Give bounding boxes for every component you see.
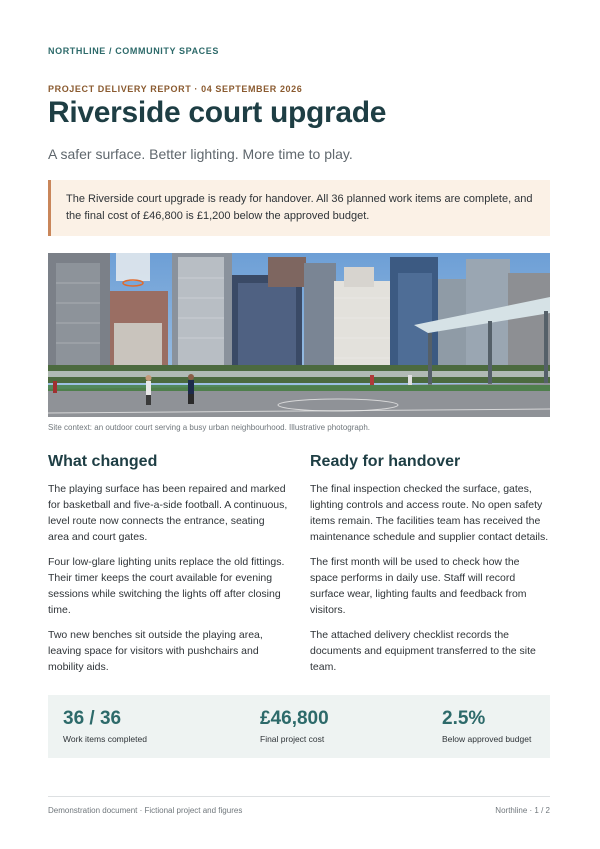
handover-paragraph: The attached delivery checklist records the documents and equipment transferred to the site team. bbox=[310, 629, 536, 673]
stat-budget-variance bbox=[442, 707, 531, 744]
stat-value: 2.5% bbox=[442, 708, 486, 729]
handover-paragraph: The final inspection checked the surface, gates, lighting controls and access route. No open safety items remain. The facilities team has received the maintenance schedule and supplier contact details. bbox=[310, 483, 549, 543]
stat-value: 36 / 36 bbox=[63, 708, 122, 729]
what-changed-section bbox=[48, 452, 288, 684]
what-changed-heading: What changed bbox=[48, 453, 158, 470]
photo-caption: Site context: an outdoor court serving a busy urban neighbourhood. Illustrative photograph. bbox=[48, 423, 370, 432]
what-changed-paragraph: Four low-glare lighting units replace the old fittings. Their timer keeps the court available for evening sessions while switching the lights off after closing time. bbox=[48, 556, 285, 616]
footer-disclaimer: Demonstration document · Fictional project and figures bbox=[48, 806, 243, 815]
handover-paragraph: The first month will be used to check how the space performs in daily use. Staff will record surface wear, lighting faults and feedback from visitors. bbox=[310, 556, 527, 616]
what-changed-paragraph: Two new benches sit outside the playing area, leaving space for visitors with pushchairs and mobility aids. bbox=[48, 629, 263, 673]
what-changed-paragraph: The playing surface has been repaired and marked for basketball and five-a-side football. A continuous, level route now connects the entrance, seating area and court gates. bbox=[48, 483, 288, 543]
stat-work-items bbox=[63, 707, 147, 744]
summary-callout-text: The Riverside court upgrade is ready for handover. All 36 planned work items are complete, and the final cost of £46,800 is £1,200 below the approved budget. bbox=[66, 193, 533, 222]
stat-final-cost bbox=[260, 707, 329, 744]
page-subtitle: A safer surface. Better lighting. More time to play. bbox=[48, 146, 353, 162]
page-title: Riverside court upgrade bbox=[48, 96, 387, 129]
handover-heading: Ready for handover bbox=[310, 453, 461, 470]
stat-label: Work items completed bbox=[63, 734, 147, 744]
organization-label: NORTHLINE / COMMUNITY SPACES bbox=[48, 46, 219, 56]
stat-value: £46,800 bbox=[260, 708, 329, 729]
summary-callout bbox=[48, 180, 550, 236]
report-kicker: PROJECT DELIVERY REPORT · 04 SEPTEMBER 2026 bbox=[48, 84, 303, 94]
site-photo bbox=[48, 253, 550, 417]
stat-label: Final project cost bbox=[260, 734, 325, 744]
footer-page-number: Northline · 1 / 2 bbox=[495, 806, 550, 815]
footer-divider bbox=[48, 796, 550, 797]
stats-panel bbox=[48, 695, 550, 758]
stat-label: Below approved budget bbox=[442, 734, 532, 744]
handover-section bbox=[310, 452, 550, 684]
